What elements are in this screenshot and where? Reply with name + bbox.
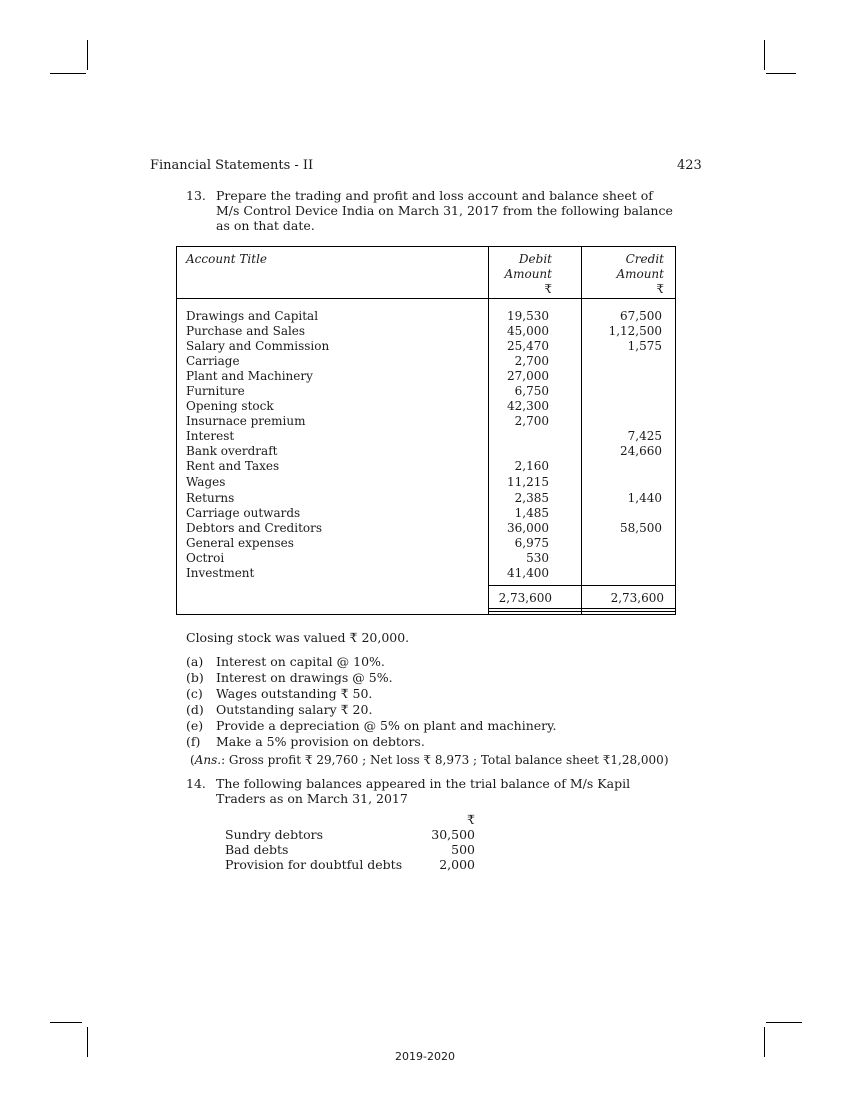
trial-balance-table [176, 246, 676, 615]
header-rule [177, 298, 675, 299]
debit-amount: 2,160 [514, 459, 549, 473]
account-title: Salary and Commission [186, 339, 330, 353]
balance-label: Sundry debtors [225, 827, 324, 842]
item-text: Interest on capital @ 10%. [216, 654, 385, 669]
rupee-symbol: ₹ [656, 282, 664, 296]
account-title: Investment [186, 566, 255, 580]
answer-prefix: Ans. [194, 753, 222, 767]
table-row [177, 551, 675, 566]
account-title: Carriage [186, 354, 240, 368]
column-header-credit [581, 252, 664, 297]
debit-amount: 42,300 [507, 399, 549, 413]
crop-mark-bottom-left-h [50, 1022, 82, 1023]
header-line: Debit [518, 252, 552, 266]
crop-mark-top-left-h [50, 73, 86, 74]
account-title: Insurnace premium [186, 414, 306, 428]
header-line: Amount [616, 267, 664, 281]
debit-amount: 6,750 [514, 384, 549, 398]
debit-amount: 41,400 [507, 566, 549, 580]
table-row [177, 384, 675, 399]
credit-amount: 24,660 [620, 444, 662, 458]
item-text: Outstanding salary ₹ 20. [216, 702, 373, 717]
table-row [177, 536, 675, 551]
item-text: Wages outstanding ₹ 50. [216, 686, 373, 701]
item-marker: (a) [186, 654, 204, 669]
debit-amount: 36,000 [507, 521, 549, 535]
account-title: Rent and Taxes [186, 459, 280, 473]
table-row [177, 429, 675, 444]
debit-amount: 19,530 [507, 309, 549, 323]
table-row [177, 566, 675, 581]
credit-amount: 1,575 [627, 339, 662, 353]
item-text: Interest on drawings @ 5%. [216, 670, 393, 685]
table-row [177, 324, 675, 339]
header-line: Amount [504, 267, 552, 281]
debit-amount: 11,215 [507, 475, 549, 489]
question-number: 13. [186, 188, 206, 203]
credit-amount: 1,440 [627, 491, 662, 505]
debit-amount: 25,470 [507, 339, 549, 353]
account-title: Carriage outwards [186, 506, 301, 520]
column-header-debit [488, 252, 552, 297]
total-rule-double-1 [488, 608, 675, 609]
total-debit: 2,73,600 [498, 591, 552, 605]
total-rule-top [488, 585, 675, 586]
table-row [177, 414, 675, 429]
account-title: Returns [186, 491, 235, 505]
table-row [177, 339, 675, 354]
credit-amount: 7,425 [627, 429, 662, 443]
balance-label: Provision for doubtful debts [225, 857, 403, 872]
answer-text: : Gross profit ₹ 29,760 ; Net loss ₹ 8,973 ; Total balance sheet ₹1,28,000) [221, 753, 669, 767]
balance-row [225, 842, 475, 857]
currency-symbol: ₹ [467, 812, 475, 827]
account-title: Furniture [186, 384, 245, 398]
table-row [177, 309, 675, 324]
account-title: Plant and Machinery [186, 369, 313, 383]
account-title: Opening stock [186, 399, 274, 413]
account-title: Octroi [186, 551, 225, 565]
balance-label: Bad debts [225, 842, 289, 857]
debit-amount: 2,700 [514, 414, 549, 428]
question-14 [186, 776, 676, 808]
page-number: 423 [677, 158, 702, 173]
question-13 [186, 188, 676, 236]
crop-mark-top-right-v [764, 40, 765, 70]
table-row [177, 354, 675, 369]
debit-amount: 530 [526, 551, 549, 565]
crop-mark-bottom-right-h [766, 1022, 802, 1023]
closing-stock-note: Closing stock was valued ₹ 20,000. [186, 630, 410, 645]
balance-row [225, 857, 475, 872]
debit-amount: 27,000 [507, 369, 549, 383]
item-text: Provide a depreciation @ 5% on plant and machinery. [216, 718, 557, 733]
item-text: Make a 5% provision on debtors. [216, 734, 425, 749]
table-row [177, 491, 675, 506]
table-row [177, 444, 675, 459]
item-marker: (d) [186, 702, 204, 717]
credit-amount: 58,500 [620, 521, 662, 535]
account-title: General expenses [186, 536, 294, 550]
balance-value: 30,500 [431, 827, 475, 842]
item-marker: (b) [186, 670, 204, 685]
rupee-symbol: ₹ [544, 282, 552, 296]
question-text: Prepare the trading and profit and loss account and balance sheet of M/s Control Device India on March 31, 2017 from the following balance as on that date. [216, 188, 673, 233]
debit-amount: 2,700 [514, 354, 549, 368]
item-marker: (c) [186, 686, 203, 701]
account-title: Drawings and Capital [186, 309, 319, 323]
account-title: Purchase and Sales [186, 324, 306, 338]
balance-value: 2,000 [439, 857, 475, 872]
running-head: Financial Statements - II [150, 158, 314, 173]
table-row [177, 475, 675, 490]
total-credit: 2,73,600 [610, 591, 664, 605]
question-text: The following balances appeared in the trial balance of M/s Kapil Traders as on March 31, 2017 [216, 776, 631, 806]
credit-amount: 1,12,500 [608, 324, 662, 338]
account-title: Wages [186, 475, 226, 489]
debit-amount: 45,000 [507, 324, 549, 338]
question-number: 14. [186, 776, 206, 791]
footer-year: 2019-2020 [395, 1050, 455, 1063]
table-row [177, 521, 675, 536]
table-row [177, 459, 675, 474]
crop-mark-top-left-v [87, 40, 88, 70]
credit-amount: 67,500 [620, 309, 662, 323]
account-title: Debtors and Creditors [186, 521, 323, 535]
table-row [177, 399, 675, 414]
account-title: Interest [186, 429, 235, 443]
debit-amount: 1,485 [514, 506, 549, 520]
debit-amount: 2,385 [514, 491, 549, 505]
balance-row [225, 827, 475, 842]
account-title: Bank overdraft [186, 444, 278, 458]
table-row [177, 506, 675, 521]
header-line: Credit [625, 252, 664, 266]
debit-amount: 6,975 [514, 536, 549, 550]
column-header-account: Account Title [186, 252, 268, 266]
item-marker: (f) [186, 734, 201, 749]
crop-mark-top-right-h [766, 73, 796, 74]
item-marker: (e) [186, 718, 204, 733]
total-rule-double-2 [488, 611, 675, 612]
balance-value: 500 [451, 842, 475, 857]
answer-line: (Ans.: Gross profit ₹ 29,760 ; Net loss ₹ 8,973 ; Total balance sheet ₹1,28,000) [190, 753, 669, 767]
table-row [177, 369, 675, 384]
